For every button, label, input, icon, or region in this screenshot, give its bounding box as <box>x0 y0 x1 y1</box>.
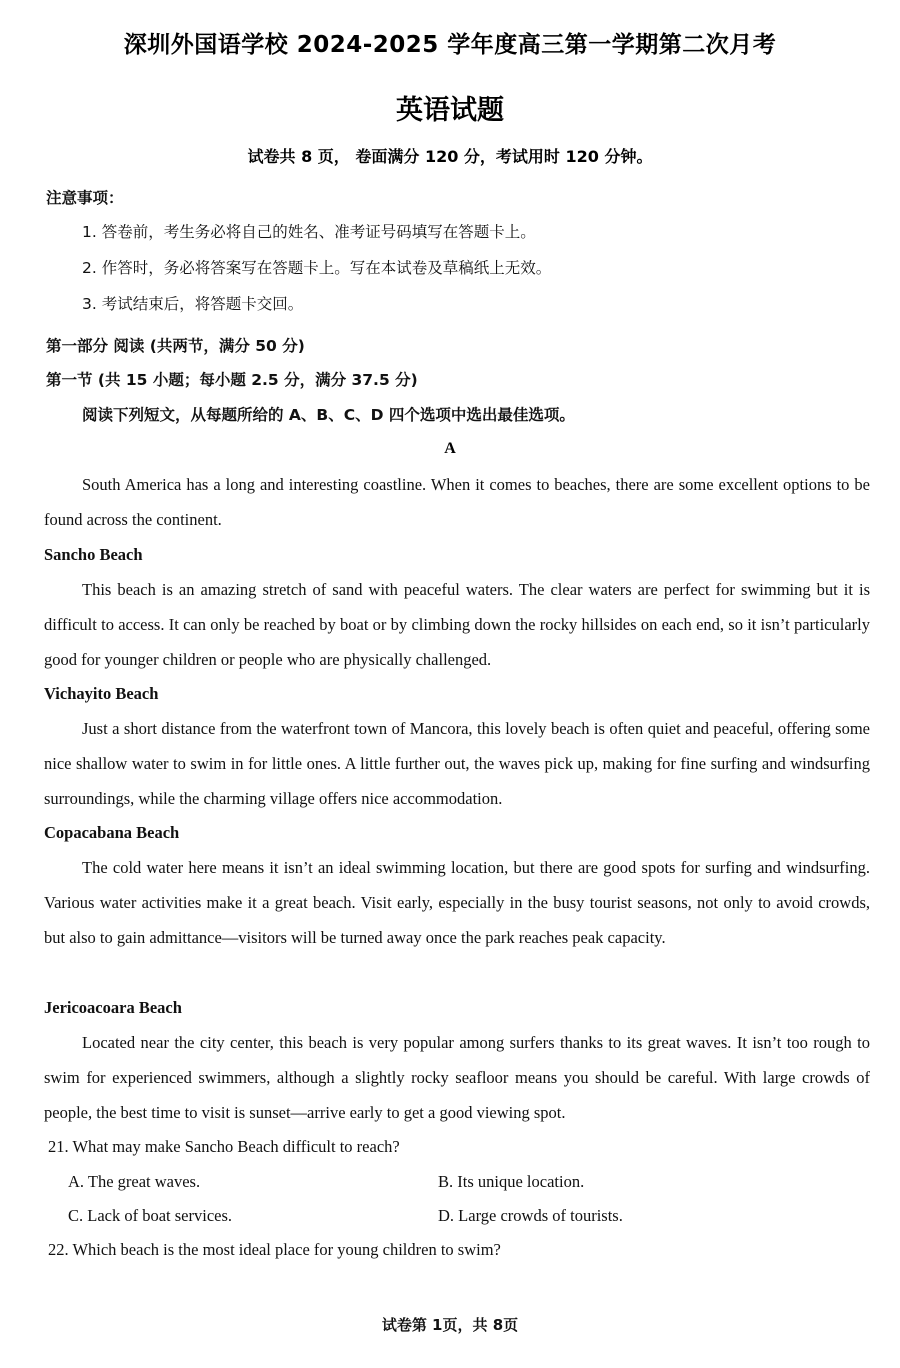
part-heading: 第一部分 阅读 (共两节，满分 50 分) <box>46 337 305 355</box>
option-21-b: B. Its unique location. <box>438 1172 585 1191</box>
beach-paragraph: Just a short distance from the waterfront town of Mancora, this lovely beach is often quiet and peaceful, offering some nice shallow water to swim in for little ones. A little further out, the waves pick up, making for fine surfing and windsurfing surroundings, while the charming village offers nice accommodation. <box>44 719 870 808</box>
beach-text-vichayito <box>44 711 870 816</box>
instruction: 阅读下列短文，从每题所给的 A、B、C、D 四个选项中选出最佳选项。 <box>82 406 575 424</box>
intro-paragraph: South America has a long and interesting coastline. When it comes to beaches, there are some excellent options to be found across the continent. <box>44 475 870 529</box>
question-22-stem: 22. Which beach is the most ideal place for young children to swim? <box>48 1240 501 1259</box>
question-21-stem: 21. What may make Sancho Beach difficult to reach? <box>48 1137 400 1156</box>
beach-name-jericoacoara: Jericoacoara Beach <box>44 998 182 1017</box>
page-footer: 试卷第 1页，共 8页 <box>381 1316 519 1334</box>
section-heading: 第一节 (共 15 小题；每小题 2.5 分，满分 37.5 分) <box>46 371 418 389</box>
subject-title: 英语试题 <box>396 95 504 126</box>
option-21-c: C. Lack of boat services. <box>68 1206 233 1225</box>
note-item: 2. 作答时，务必将答案写在答题卡上。写在本试卷及草稿纸上无效。 <box>82 259 552 277</box>
beach-name-vichayito: Vichayito Beach <box>44 684 159 703</box>
beach-paragraph: The cold water here means it isn’t an ideal swimming location, but there are good spots for surfing and windsurfing. Various water activities make it a great beach. Visit early, especially in the busy tourist seasons, not only to avoid crowds, but also to gain admittance—visitors will be turned away once the park reaches peak capacity. <box>44 858 870 947</box>
beach-paragraph: Located near the city center, this beach is very popular among surfers thanks to its great waves. It isn’t too rough to swim for experienced swimmers, although a slightly rocky seafloor means you should be careful. With large crowds of people, the best time to visit is sunset—arrive early to get a good viewing spot. <box>44 1033 870 1122</box>
option-21-d: D. Large crowds of tourists. <box>438 1206 623 1225</box>
notes-heading: 注意事项： <box>46 189 124 207</box>
exam-info: 试卷共 8 页， 卷面满分 120 分，考试用时 120 分钟。 <box>247 147 653 166</box>
option-21-a: A. The great waves. <box>68 1172 201 1191</box>
beach-text-copacabana <box>44 850 870 955</box>
beach-name-copacabana: Copacabana Beach <box>44 823 180 842</box>
beach-text-jericoacoara <box>44 1025 870 1130</box>
passage-label: A <box>444 440 456 457</box>
school-title: 深圳外国语学校 2024-2025 学年度高三第一学期第二次月考 <box>123 32 777 58</box>
note-item: 3. 考试结束后，将答题卡交回。 <box>82 295 304 313</box>
beach-text-sancho <box>44 572 870 677</box>
beach-paragraph: This beach is an amazing stretch of sand with peaceful waters. The clear waters are perfect for swimming but it is difficult to access. It can only be reached by boat or by climbing down the rocky hillsides on each end, so it isn’t particularly good for younger children or people who are physically challenged. <box>44 580 870 669</box>
note-item: 1. 答卷前，考生务必将自己的姓名、准考证号码填写在答题卡上。 <box>82 223 536 241</box>
passage-intro <box>44 467 870 537</box>
beach-name-sancho: Sancho Beach <box>44 545 143 564</box>
